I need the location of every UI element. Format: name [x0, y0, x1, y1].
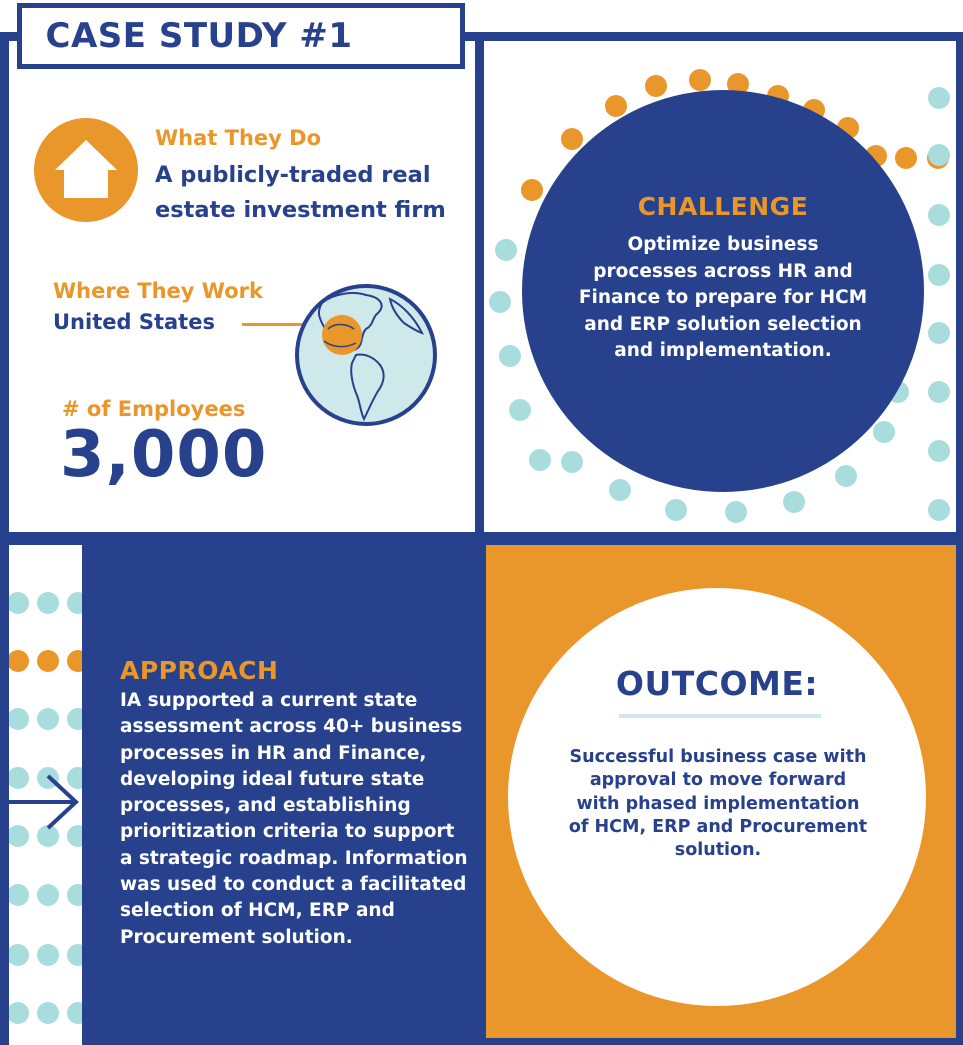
decorative-dot: [928, 381, 950, 403]
decorative-dot: [9, 884, 29, 906]
challenge-text: Optimize business processes across HR and Finance to prepare for HCM and ERP solution selection and implementation.: [578, 234, 868, 361]
decorative-dot: [928, 87, 950, 109]
arrow-right-icon: [8, 770, 82, 834]
decorative-dot: [37, 884, 59, 906]
decorative-dot: [509, 399, 531, 421]
decorative-dot: [67, 592, 82, 614]
decorative-dot: [529, 449, 551, 471]
decorative-dot: [495, 239, 517, 261]
decorative-dot: [67, 1002, 82, 1024]
employees-count: 3,000: [60, 418, 268, 492]
decorative-dot: [725, 501, 747, 523]
globe-icon: [294, 283, 438, 427]
employees-label: # of Employees: [62, 397, 246, 421]
approach-text: IA supported a current state assessment across 40+ business processes in HR and Finance, developing ideal future state processes, and establishing prioritization criteria to support a strategic roadmap. Information was used to conduct a facilitated selection of HCM, ERP and Procurement solution.: [120, 690, 468, 948]
decorative-dot: [9, 1002, 29, 1024]
decorative-dot: [37, 1002, 59, 1024]
decorative-dot: [9, 708, 29, 730]
where-they-work-label: Where They Work: [53, 279, 263, 303]
decorative-dot: [67, 650, 82, 672]
what-they-do-label: What They Do: [155, 126, 322, 150]
decorative-dot: [37, 944, 59, 966]
decorative-dot: [783, 491, 805, 513]
decorative-dot: [499, 345, 521, 367]
decorative-dot: [928, 144, 950, 166]
outcome-text: Successful business case with approval to move forward with phased implementation of HCM, ERP and Procurement solution.: [568, 747, 868, 861]
decorative-dot: [928, 440, 950, 462]
decorative-dot: [928, 264, 950, 286]
outcome-divider: [619, 714, 821, 718]
decorative-dot: [67, 884, 82, 906]
decorative-dot: [645, 75, 667, 97]
decorative-dot: [605, 95, 627, 117]
decorative-dot: [835, 465, 857, 487]
decorative-dot: [37, 708, 59, 730]
decorative-dot: [928, 322, 950, 344]
decorative-dot: [489, 291, 511, 313]
decorative-dot: [9, 592, 29, 614]
decorative-dot: [37, 592, 59, 614]
decorative-dot: [895, 147, 917, 169]
decorative-dot: [609, 479, 631, 501]
decorative-dot: [928, 499, 950, 521]
decorative-dot: [9, 944, 29, 966]
page-title: CASE STUDY #1: [45, 16, 353, 56]
decorative-dot: [665, 499, 687, 521]
house-icon: [34, 118, 138, 222]
decorative-dot: [689, 69, 711, 91]
approach-heading: APPROACH: [120, 656, 279, 685]
title-tab: [17, 3, 465, 69]
decorative-dot: [873, 421, 895, 443]
decorative-dot: [561, 451, 583, 473]
what-they-do-text: A publicly-traded real estate investment firm: [155, 162, 446, 223]
decorative-dot: [67, 944, 82, 966]
decorative-dot: [561, 128, 583, 150]
decorative-dot: [9, 650, 29, 672]
outcome-heading: OUTCOME:: [615, 664, 819, 703]
challenge-heading: CHALLENGE: [637, 192, 809, 221]
decorative-dot: [928, 204, 950, 226]
decorative-dot: [37, 650, 59, 672]
decorative-dot: [67, 708, 82, 730]
where-they-work-text: United States: [53, 310, 215, 334]
